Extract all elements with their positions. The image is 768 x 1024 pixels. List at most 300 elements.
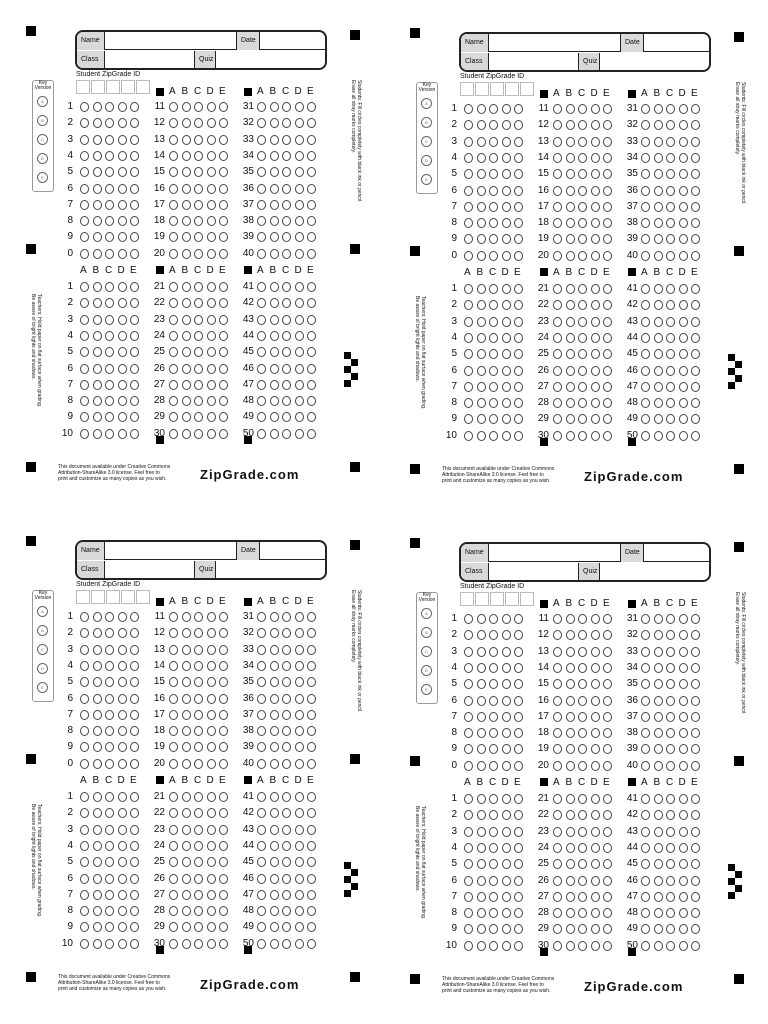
answer-bubble[interactable]: [553, 630, 562, 640]
answer-bubble[interactable]: [307, 151, 316, 161]
id-bubble[interactable]: [118, 742, 127, 752]
answer-bubble[interactable]: [489, 859, 498, 869]
answer-bubble[interactable]: [666, 908, 675, 918]
answer-bubble[interactable]: [219, 135, 228, 145]
key-version-bubble[interactable]: B: [421, 117, 432, 128]
answer-bubble[interactable]: [219, 874, 228, 884]
answer-bubble[interactable]: [603, 431, 612, 441]
id-bubble[interactable]: [93, 661, 102, 671]
answer-bubble[interactable]: [691, 712, 700, 722]
answer-bubble[interactable]: [502, 794, 511, 804]
answer-bubble[interactable]: [93, 890, 102, 900]
answer-bubble[interactable]: [691, 843, 700, 853]
id-bubble[interactable]: [502, 696, 511, 706]
answer-bubble[interactable]: [679, 349, 688, 359]
answer-bubble[interactable]: [641, 728, 650, 738]
answer-bubble[interactable]: [691, 186, 700, 196]
answer-bubble[interactable]: [182, 645, 191, 655]
answer-bubble[interactable]: [603, 712, 612, 722]
answer-bubble[interactable]: [219, 694, 228, 704]
id-bubble[interactable]: [502, 663, 511, 673]
answer-bubble[interactable]: [578, 827, 587, 837]
answer-bubble[interactable]: [295, 249, 304, 259]
answer-bubble[interactable]: [194, 857, 203, 867]
id-bubble[interactable]: [130, 167, 139, 177]
answer-bubble[interactable]: [553, 169, 562, 179]
id-bubble[interactable]: [502, 647, 511, 657]
answer-bubble[interactable]: [307, 364, 316, 374]
id-bubble[interactable]: [514, 712, 523, 722]
id-bubble[interactable]: [105, 184, 114, 194]
id-bubble[interactable]: [489, 630, 498, 640]
answer-bubble[interactable]: [257, 380, 266, 390]
id-bubble[interactable]: [514, 137, 523, 147]
answer-bubble[interactable]: [182, 694, 191, 704]
name-field[interactable]: [490, 34, 620, 52]
answer-bubble[interactable]: [641, 382, 650, 392]
answer-bubble[interactable]: [553, 349, 562, 359]
answer-bubble[interactable]: [464, 827, 473, 837]
answer-bubble[interactable]: [80, 825, 89, 835]
answer-bubble[interactable]: [641, 366, 650, 376]
id-bubble[interactable]: [130, 694, 139, 704]
answer-bubble[interactable]: [169, 102, 178, 112]
id-bubble[interactable]: [489, 647, 498, 657]
answer-bubble[interactable]: [257, 874, 266, 884]
answer-bubble[interactable]: [464, 876, 473, 886]
answer-bubble[interactable]: [130, 412, 139, 422]
answer-bubble[interactable]: [194, 184, 203, 194]
answer-bubble[interactable]: [654, 614, 663, 624]
answer-bubble[interactable]: [679, 382, 688, 392]
answer-bubble[interactable]: [489, 382, 498, 392]
answer-bubble[interactable]: [169, 890, 178, 900]
id-bubble[interactable]: [514, 761, 523, 771]
answer-bubble[interactable]: [207, 645, 216, 655]
answer-bubble[interactable]: [307, 726, 316, 736]
answer-bubble[interactable]: [578, 761, 587, 771]
answer-bubble[interactable]: [118, 282, 127, 292]
answer-bubble[interactable]: [282, 429, 291, 439]
answer-bubble[interactable]: [666, 712, 675, 722]
answer-bubble[interactable]: [666, 810, 675, 820]
answer-bubble[interactable]: [591, 827, 600, 837]
answer-bubble[interactable]: [257, 825, 266, 835]
answer-bubble[interactable]: [464, 810, 473, 820]
answer-bubble[interactable]: [666, 827, 675, 837]
answer-bubble[interactable]: [182, 200, 191, 210]
answer-bubble[interactable]: [295, 939, 304, 949]
answer-bubble[interactable]: [464, 300, 473, 310]
answer-bubble[interactable]: [603, 251, 612, 261]
id-bubble[interactable]: [514, 104, 523, 114]
id-bubble[interactable]: [130, 102, 139, 112]
answer-bubble[interactable]: [591, 234, 600, 244]
id-bubble[interactable]: [130, 677, 139, 687]
id-bubble[interactable]: [118, 726, 127, 736]
answer-bubble[interactable]: [80, 841, 89, 851]
answer-bubble[interactable]: [169, 694, 178, 704]
answer-bubble[interactable]: [130, 906, 139, 916]
answer-bubble[interactable]: [182, 874, 191, 884]
answer-bubble[interactable]: [464, 382, 473, 392]
answer-bubble[interactable]: [257, 216, 266, 226]
answer-bubble[interactable]: [169, 857, 178, 867]
id-bubble[interactable]: [130, 742, 139, 752]
answer-bubble[interactable]: [553, 794, 562, 804]
answer-bubble[interactable]: [641, 202, 650, 212]
answer-bubble[interactable]: [553, 202, 562, 212]
quiz-field[interactable]: [601, 563, 711, 581]
answer-bubble[interactable]: [282, 298, 291, 308]
answer-bubble[interactable]: [666, 728, 675, 738]
answer-bubble[interactable]: [169, 661, 178, 671]
id-bubble[interactable]: [502, 679, 511, 689]
answer-bubble[interactable]: [219, 184, 228, 194]
answer-bubble[interactable]: [130, 922, 139, 932]
answer-bubble[interactable]: [654, 366, 663, 376]
answer-bubble[interactable]: [666, 104, 675, 114]
answer-bubble[interactable]: [295, 364, 304, 374]
answer-bubble[interactable]: [207, 694, 216, 704]
answer-bubble[interactable]: [603, 924, 612, 934]
answer-bubble[interactable]: [679, 892, 688, 902]
answer-bubble[interactable]: [307, 742, 316, 752]
answer-bubble[interactable]: [477, 892, 486, 902]
answer-bubble[interactable]: [691, 859, 700, 869]
answer-bubble[interactable]: [219, 102, 228, 112]
answer-bubble[interactable]: [666, 876, 675, 886]
answer-bubble[interactable]: [654, 728, 663, 738]
answer-bubble[interactable]: [295, 825, 304, 835]
answer-bubble[interactable]: [93, 874, 102, 884]
answer-bubble[interactable]: [477, 349, 486, 359]
answer-bubble[interactable]: [182, 429, 191, 439]
answer-bubble[interactable]: [566, 366, 575, 376]
answer-bubble[interactable]: [182, 232, 191, 242]
id-bubble[interactable]: [105, 661, 114, 671]
answer-bubble[interactable]: [219, 429, 228, 439]
answer-bubble[interactable]: [295, 331, 304, 341]
id-bubble[interactable]: [464, 712, 473, 722]
answer-bubble[interactable]: [666, 120, 675, 130]
answer-bubble[interactable]: [295, 412, 304, 422]
answer-bubble[interactable]: [257, 184, 266, 194]
answer-bubble[interactable]: [679, 908, 688, 918]
answer-bubble[interactable]: [591, 414, 600, 424]
answer-bubble[interactable]: [603, 941, 612, 951]
answer-bubble[interactable]: [691, 317, 700, 327]
answer-bubble[interactable]: [641, 398, 650, 408]
id-bubble[interactable]: [105, 118, 114, 128]
answer-bubble[interactable]: [553, 234, 562, 244]
id-bubble[interactable]: [477, 234, 486, 244]
answer-bubble[interactable]: [182, 102, 191, 112]
answer-bubble[interactable]: [118, 825, 127, 835]
id-bubble[interactable]: [464, 761, 473, 771]
answer-bubble[interactable]: [679, 712, 688, 722]
answer-bubble[interactable]: [679, 630, 688, 640]
answer-bubble[interactable]: [641, 696, 650, 706]
id-bubble[interactable]: [80, 726, 89, 736]
answer-bubble[interactable]: [553, 333, 562, 343]
answer-bubble[interactable]: [691, 414, 700, 424]
id-bubble[interactable]: [105, 742, 114, 752]
answer-bubble[interactable]: [566, 679, 575, 689]
answer-bubble[interactable]: [654, 431, 663, 441]
answer-bubble[interactable]: [679, 202, 688, 212]
answer-bubble[interactable]: [666, 137, 675, 147]
answer-bubble[interactable]: [679, 333, 688, 343]
answer-bubble[interactable]: [603, 366, 612, 376]
answer-bubble[interactable]: [93, 808, 102, 818]
answer-bubble[interactable]: [257, 710, 266, 720]
answer-bubble[interactable]: [578, 333, 587, 343]
answer-bubble[interactable]: [489, 892, 498, 902]
answer-bubble[interactable]: [118, 396, 127, 406]
answer-bubble[interactable]: [169, 825, 178, 835]
answer-bubble[interactable]: [578, 630, 587, 640]
answer-bubble[interactable]: [578, 712, 587, 722]
answer-bubble[interactable]: [514, 843, 523, 853]
key-version-bubble[interactable]: E: [37, 172, 48, 183]
answer-bubble[interactable]: [666, 218, 675, 228]
answer-bubble[interactable]: [257, 118, 266, 128]
id-bubble[interactable]: [477, 696, 486, 706]
answer-bubble[interactable]: [654, 202, 663, 212]
answer-bubble[interactable]: [578, 137, 587, 147]
class-field[interactable]: [490, 53, 578, 71]
answer-bubble[interactable]: [679, 317, 688, 327]
answer-bubble[interactable]: [502, 431, 511, 441]
answer-bubble[interactable]: [182, 298, 191, 308]
answer-bubble[interactable]: [514, 300, 523, 310]
answer-bubble[interactable]: [566, 843, 575, 853]
answer-bubble[interactable]: [603, 120, 612, 130]
answer-bubble[interactable]: [553, 696, 562, 706]
answer-bubble[interactable]: [105, 412, 114, 422]
answer-bubble[interactable]: [566, 892, 575, 902]
answer-bubble[interactable]: [80, 890, 89, 900]
answer-bubble[interactable]: [566, 744, 575, 754]
answer-bubble[interactable]: [464, 794, 473, 804]
answer-bubble[interactable]: [679, 810, 688, 820]
answer-bubble[interactable]: [489, 349, 498, 359]
answer-bubble[interactable]: [169, 906, 178, 916]
answer-bubble[interactable]: [566, 202, 575, 212]
id-bubble[interactable]: [93, 710, 102, 720]
answer-bubble[interactable]: [477, 876, 486, 886]
answer-bubble[interactable]: [282, 412, 291, 422]
answer-bubble[interactable]: [591, 908, 600, 918]
answer-bubble[interactable]: [654, 859, 663, 869]
answer-bubble[interactable]: [679, 614, 688, 624]
answer-bubble[interactable]: [270, 906, 279, 916]
answer-bubble[interactable]: [80, 429, 89, 439]
answer-bubble[interactable]: [641, 744, 650, 754]
answer-bubble[interactable]: [603, 679, 612, 689]
answer-bubble[interactable]: [182, 808, 191, 818]
id-bubble[interactable]: [118, 167, 127, 177]
answer-bubble[interactable]: [591, 398, 600, 408]
answer-bubble[interactable]: [566, 186, 575, 196]
answer-bubble[interactable]: [182, 792, 191, 802]
id-bubble[interactable]: [464, 137, 473, 147]
answer-bubble[interactable]: [666, 414, 675, 424]
answer-bubble[interactable]: [691, 908, 700, 918]
answer-bubble[interactable]: [182, 759, 191, 769]
answer-bubble[interactable]: [691, 153, 700, 163]
answer-bubble[interactable]: [295, 645, 304, 655]
id-bubble[interactable]: [93, 118, 102, 128]
answer-bubble[interactable]: [654, 333, 663, 343]
answer-bubble[interactable]: [502, 333, 511, 343]
answer-bubble[interactable]: [207, 759, 216, 769]
answer-bubble[interactable]: [282, 167, 291, 177]
answer-bubble[interactable]: [566, 153, 575, 163]
answer-bubble[interactable]: [566, 663, 575, 673]
answer-bubble[interactable]: [219, 890, 228, 900]
answer-bubble[interactable]: [105, 874, 114, 884]
answer-bubble[interactable]: [654, 810, 663, 820]
student-id-write-box[interactable]: [475, 592, 489, 606]
answer-bubble[interactable]: [591, 382, 600, 392]
id-bubble[interactable]: [502, 137, 511, 147]
answer-bubble[interactable]: [118, 347, 127, 357]
answer-bubble[interactable]: [207, 841, 216, 851]
answer-bubble[interactable]: [489, 924, 498, 934]
answer-bubble[interactable]: [691, 679, 700, 689]
answer-bubble[interactable]: [591, 120, 600, 130]
answer-bubble[interactable]: [603, 186, 612, 196]
answer-bubble[interactable]: [118, 939, 127, 949]
answer-bubble[interactable]: [307, 200, 316, 210]
answer-bubble[interactable]: [307, 890, 316, 900]
answer-bubble[interactable]: [654, 120, 663, 130]
answer-bubble[interactable]: [489, 317, 498, 327]
answer-bubble[interactable]: [591, 892, 600, 902]
answer-bubble[interactable]: [282, 694, 291, 704]
answer-bubble[interactable]: [105, 825, 114, 835]
answer-bubble[interactable]: [654, 761, 663, 771]
answer-bubble[interactable]: [654, 349, 663, 359]
answer-bubble[interactable]: [105, 396, 114, 406]
answer-bubble[interactable]: [182, 282, 191, 292]
answer-bubble[interactable]: [691, 431, 700, 441]
answer-bubble[interactable]: [464, 317, 473, 327]
answer-bubble[interactable]: [566, 827, 575, 837]
answer-bubble[interactable]: [578, 169, 587, 179]
answer-bubble[interactable]: [169, 726, 178, 736]
answer-bubble[interactable]: [307, 232, 316, 242]
answer-bubble[interactable]: [257, 282, 266, 292]
answer-bubble[interactable]: [603, 843, 612, 853]
answer-bubble[interactable]: [257, 677, 266, 687]
answer-bubble[interactable]: [679, 728, 688, 738]
id-bubble[interactable]: [80, 645, 89, 655]
answer-bubble[interactable]: [307, 792, 316, 802]
answer-bubble[interactable]: [679, 876, 688, 886]
id-bubble[interactable]: [130, 612, 139, 622]
answer-bubble[interactable]: [679, 398, 688, 408]
key-version-bubble[interactable]: D: [37, 153, 48, 164]
answer-bubble[interactable]: [591, 941, 600, 951]
answer-bubble[interactable]: [514, 859, 523, 869]
answer-bubble[interactable]: [502, 908, 511, 918]
key-version-bubble[interactable]: A: [37, 606, 48, 617]
answer-bubble[interactable]: [553, 414, 562, 424]
answer-bubble[interactable]: [566, 696, 575, 706]
answer-bubble[interactable]: [130, 380, 139, 390]
id-bubble[interactable]: [105, 677, 114, 687]
answer-bubble[interactable]: [282, 841, 291, 851]
answer-bubble[interactable]: [566, 630, 575, 640]
id-bubble[interactable]: [80, 102, 89, 112]
answer-bubble[interactable]: [603, 744, 612, 754]
answer-bubble[interactable]: [182, 151, 191, 161]
answer-bubble[interactable]: [169, 808, 178, 818]
answer-bubble[interactable]: [477, 333, 486, 343]
answer-bubble[interactable]: [603, 398, 612, 408]
class-field[interactable]: [490, 563, 578, 581]
id-bubble[interactable]: [477, 251, 486, 261]
answer-bubble[interactable]: [654, 696, 663, 706]
quiz-field[interactable]: [217, 561, 327, 579]
quiz-field[interactable]: [601, 53, 711, 71]
answer-bubble[interactable]: [464, 431, 473, 441]
answer-bubble[interactable]: [641, 317, 650, 327]
answer-bubble[interactable]: [464, 366, 473, 376]
id-bubble[interactable]: [502, 169, 511, 179]
student-id-write-box[interactable]: [460, 592, 474, 606]
answer-bubble[interactable]: [257, 135, 266, 145]
answer-bubble[interactable]: [666, 333, 675, 343]
answer-bubble[interactable]: [118, 380, 127, 390]
answer-bubble[interactable]: [591, 366, 600, 376]
id-bubble[interactable]: [477, 761, 486, 771]
answer-bubble[interactable]: [257, 612, 266, 622]
answer-bubble[interactable]: [307, 135, 316, 145]
answer-bubble[interactable]: [307, 857, 316, 867]
id-bubble[interactable]: [105, 645, 114, 655]
answer-bubble[interactable]: [591, 663, 600, 673]
answer-bubble[interactable]: [464, 414, 473, 424]
id-bubble[interactable]: [118, 661, 127, 671]
id-bubble[interactable]: [93, 628, 102, 638]
key-version-bubble[interactable]: C: [37, 134, 48, 145]
answer-bubble[interactable]: [207, 216, 216, 226]
id-bubble[interactable]: [118, 200, 127, 210]
answer-bubble[interactable]: [307, 315, 316, 325]
answer-bubble[interactable]: [578, 284, 587, 294]
answer-bubble[interactable]: [257, 759, 266, 769]
answer-bubble[interactable]: [666, 202, 675, 212]
answer-bubble[interactable]: [207, 661, 216, 671]
answer-bubble[interactable]: [591, 333, 600, 343]
answer-bubble[interactable]: [641, 663, 650, 673]
answer-bubble[interactable]: [169, 118, 178, 128]
answer-bubble[interactable]: [270, 347, 279, 357]
answer-bubble[interactable]: [641, 431, 650, 441]
answer-bubble[interactable]: [169, 412, 178, 422]
answer-bubble[interactable]: [489, 414, 498, 424]
answer-bubble[interactable]: [603, 859, 612, 869]
answer-bubble[interactable]: [641, 251, 650, 261]
id-bubble[interactable]: [93, 216, 102, 226]
id-bubble[interactable]: [464, 234, 473, 244]
answer-bubble[interactable]: [666, 317, 675, 327]
id-bubble[interactable]: [105, 628, 114, 638]
